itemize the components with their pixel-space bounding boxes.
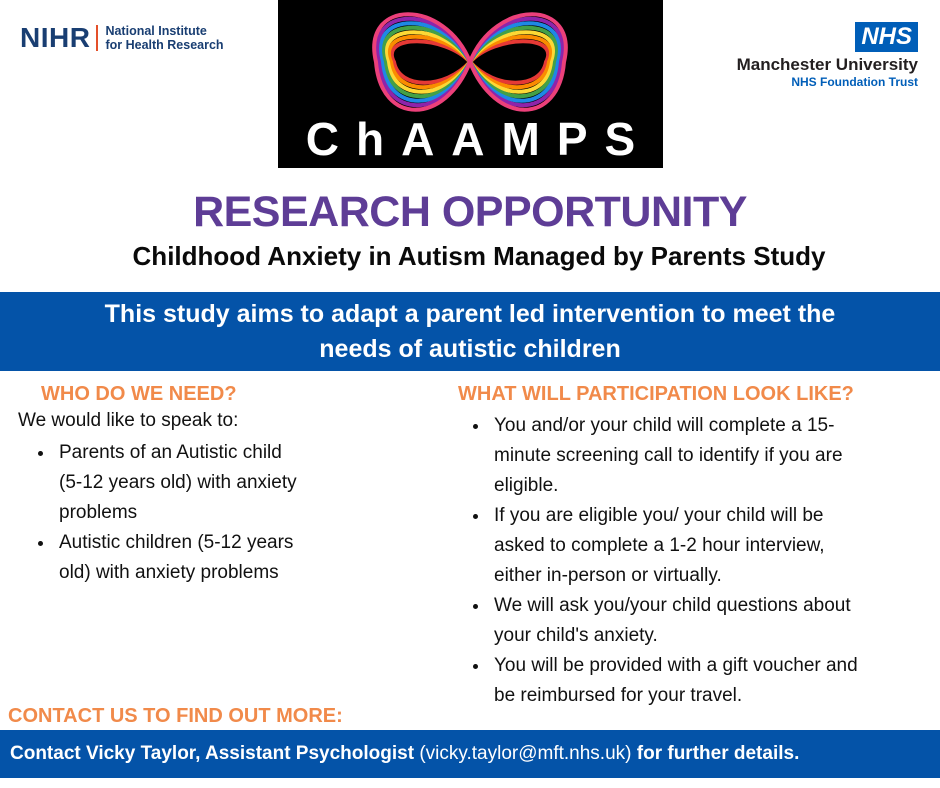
banner-line2: needs of autistic children: [319, 334, 621, 363]
infinity-rainbow-icon: [278, 0, 663, 120]
list-item: • If you are eligible you/ your child will be asked to complete a 1-2 hour interview, either in-person or virtually.: [490, 501, 940, 591]
who-list: [35, 438, 375, 588]
study-title: Childhood Anxiety in Autism Managed by Parents Study: [132, 241, 826, 271]
contact-heading: CONTACT US TO FIND OUT MORE:: [8, 705, 343, 727]
champs-logo: [278, 0, 663, 168]
who-heading: WHO DO WE NEED?: [41, 383, 237, 405]
list-item: • Autistic children (5-12 years old) with anxiety problems: [55, 528, 375, 588]
nihr-full-name: [105, 24, 223, 52]
champs-logo-text: ChAAMPS: [305, 113, 653, 165]
banner-line1: This study aims to adapt a parent led intervention to meet the: [104, 299, 836, 328]
headline: RESEARCH OPPORTUNITY: [193, 188, 747, 236]
nhs-org-name: Manchester University: [736, 55, 918, 74]
aim-banner: [0, 292, 940, 371]
participation-list: [470, 411, 940, 711]
list-item: • We will ask you/your child questions about your child's anxiety.: [490, 591, 940, 651]
nihr-name-line2: for Health Research: [105, 38, 224, 52]
participation-heading: WHAT WILL PARTICIPATION LOOK LIKE?: [458, 383, 854, 405]
list-item: • You will be provided with a gift voucher and be reimbursed for your travel.: [490, 651, 940, 711]
contact-tail: for further details.: [636, 743, 800, 764]
contact-lead: Contact Vicky Taylor, Assistant Psychologist: [10, 743, 415, 764]
nhs-trust-name: NHS Foundation Trust: [791, 75, 918, 89]
contact-email[interactable]: (vicky.taylor@mft.nhs.uk): [419, 743, 632, 764]
nhs-badge: NHS: [855, 22, 918, 52]
nihr-divider: [96, 25, 98, 51]
nihr-logo: [20, 22, 224, 54]
contact-footer: [0, 730, 940, 778]
list-item: • Parents of an Autistic child (5-12 years old) with anxiety problems: [55, 438, 375, 528]
who-intro: We would like to speak to:: [18, 410, 239, 431]
nhs-logo: [737, 22, 918, 89]
list-item: • You and/or your child will complete a 15- minute screening call to identify if you are eligible.: [490, 411, 940, 501]
nihr-name-line1: National Institute: [105, 24, 207, 38]
nihr-mark: NIHR: [20, 22, 91, 53]
